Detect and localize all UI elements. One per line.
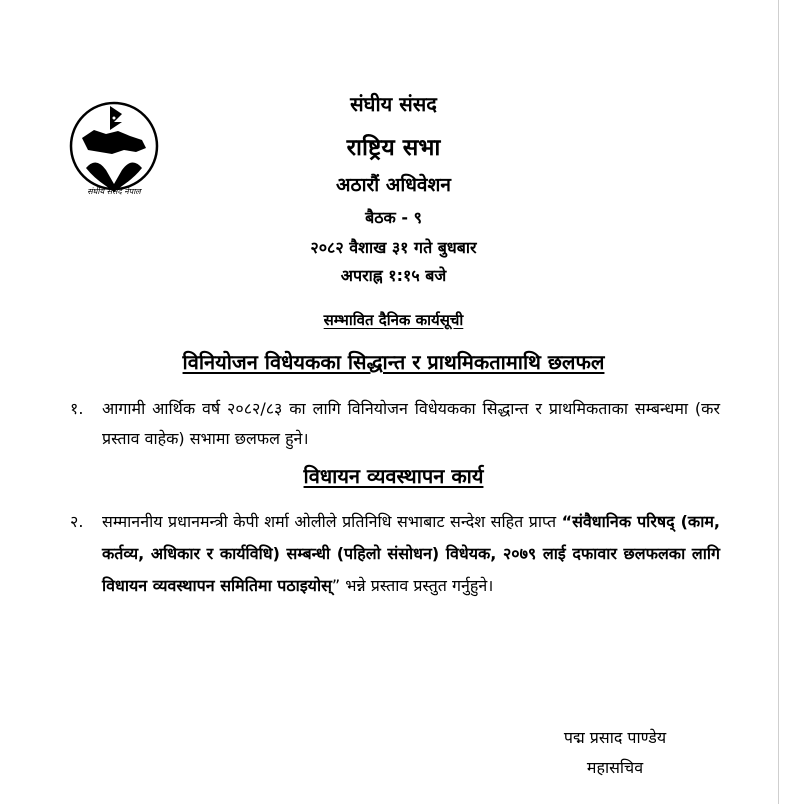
header-meeting-number: बैठक - ९: [365, 208, 422, 227]
item-number: १.: [70, 399, 84, 418]
signatory-name: पद्म प्रसाद पाण्डेय: [563, 728, 667, 747]
item-number: २.: [70, 512, 84, 531]
item-text: आगामी आर्थिक वर्ष २०८२/८३ का लागि विनियोजन विधेयकका सिद्धान्त र प्राथमिकताका सम्बन्धमा (कर प्रस्ताव वाहेक) सभामा छलफल हुने।: [102, 399, 720, 448]
agenda-item-1: [70, 394, 720, 454]
item-text: [102, 506, 720, 602]
item-text-closing: ” भन्ने प्रस्ताव प्रस्तुत गर्नुहुने।: [331, 576, 494, 595]
signatory-title: महासचिव: [586, 758, 644, 777]
agenda-title: सम्भावित दैनिक कार्यसूची: [323, 311, 464, 329]
item-text-intro: सम्माननीय प्रधानमन्त्री केपी शर्मा ओलीले प्रतिनिधि सभाबाट सन्देश सहित प्राप्त: [102, 512, 562, 531]
header-time: अपराह्न १:१५ बजे: [340, 266, 447, 285]
agenda-item-2: [70, 506, 720, 602]
section-heading-legislative: विधायन व्यवस्थापन कार्य: [303, 464, 484, 488]
header-federal-parliament: संघीय संसद: [350, 92, 437, 116]
header-date: २०८२ वैशाख ३१ गते बुधबार: [310, 238, 477, 257]
section-heading-appropriation: विनियोजन विधेयकका सिद्धान्त र प्राथमिकतामाथि छलफल: [182, 350, 605, 374]
page-edge-line: [778, 0, 779, 804]
header-session: अठारौं अधिवेशन: [336, 174, 451, 196]
item-text-bill-title: “संवैधानिक परिषद् (काम, कर्तव्य, अधिकार र कार्यविधि) सम्बन्धी (पहिलो संसोधन) विधेयक, २०७९ लाई दफावार छलफलका लागि विधायन व्यवस्थापन समितिमा पठाइयोस्: [102, 512, 721, 595]
emblem-caption: संघीय संसद नेपाल: [87, 187, 141, 196]
header-national-assembly: राष्ट्रिय सभा: [346, 135, 441, 161]
